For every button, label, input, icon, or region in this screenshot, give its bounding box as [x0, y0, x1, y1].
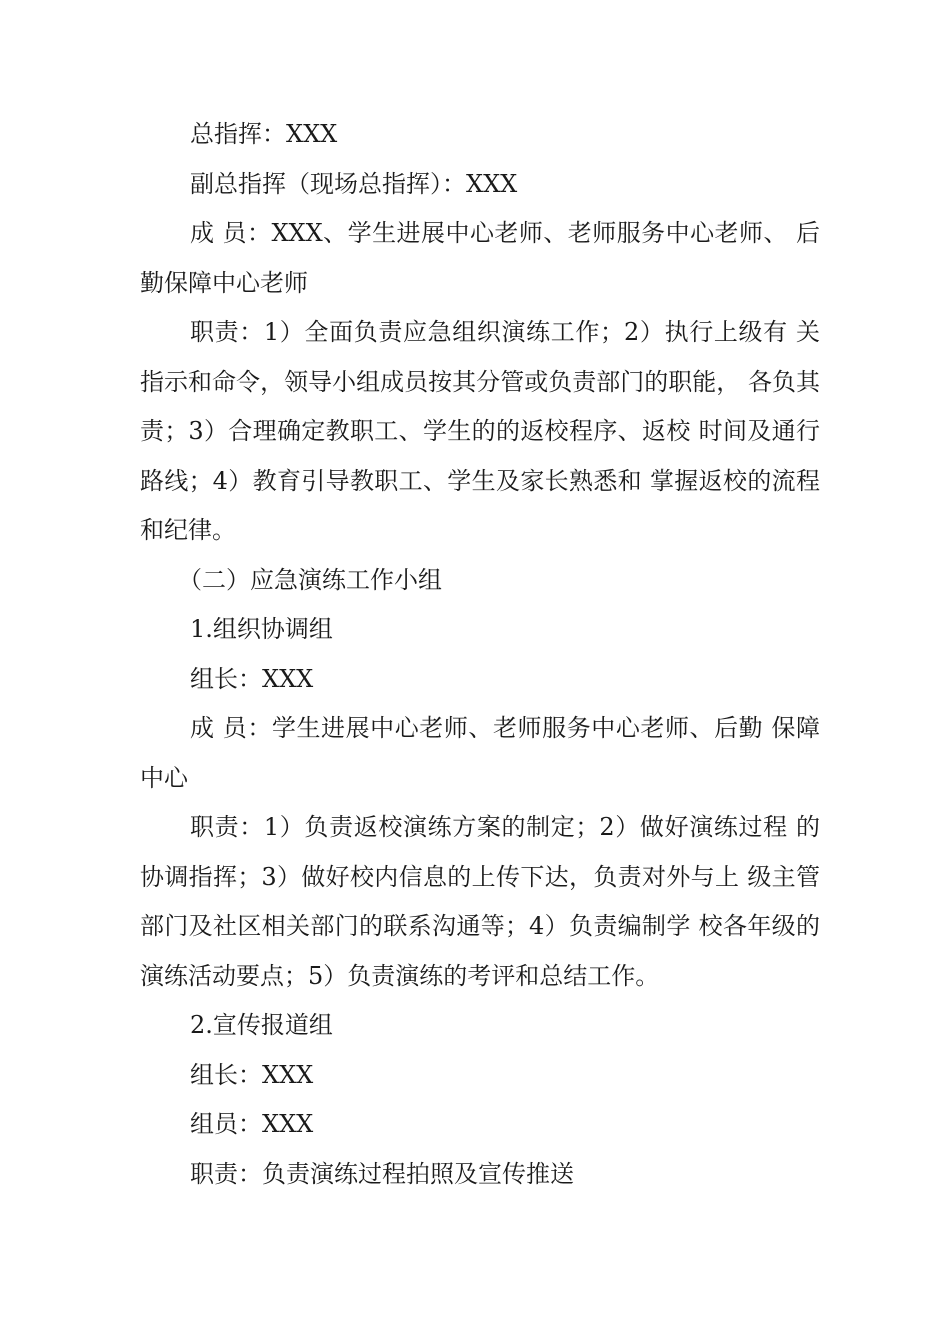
- document-body: [140, 110, 820, 1199]
- commander-line: 总指挥：XXX: [190, 120, 338, 148]
- coordination-group-members: 成 员：学生进展中心老师、老师服务中心老师、后勤 保障中心: [140, 714, 820, 792]
- deputy-commander-line: 副总指挥（现场总指挥）：XXX: [190, 169, 518, 198]
- leadership-duties-paragraph: 职责：1）全面负责应急组织演练工作；2）执行上级有 关指示和命令，领导小组成员按其分管或负责部门的职能， 各负其责；3）合理确定教职工、学生的的返校程序、返校 时间及通行路线；4）教育引导教职工、学生及家长熟悉和 掌握返校的流程和纪律。: [140, 318, 820, 544]
- subheading-coordination-group: 1.组织协调组: [190, 615, 333, 643]
- publicity-group-members: 组员：XXX: [190, 1110, 314, 1138]
- publicity-group-duties: 职责：负责演练过程拍照及宣传推送: [190, 1159, 574, 1188]
- section-heading-working-groups: （二）应急演练工作小组: [178, 565, 442, 594]
- subheading-publicity-group: 2.宣传报道组: [190, 1011, 333, 1039]
- publicity-group-leader: 组长：XXX: [190, 1060, 314, 1089]
- coordination-group-duties: 职责：1）负责返校演练方案的制定；2）做好演练过程 的协调指挥；3）做好校内信息的上传下达，负责对外与上 级主管部门及社区相关部门的联系沟通等；4）负责编制学 校各年级的演练活动要点；5）负责演练的考评和总结工作。: [140, 813, 820, 990]
- coordination-group-leader: 组长：XXX: [190, 664, 314, 693]
- leadership-members-paragraph: 成 员：XXX、学生进展中心老师、老师服务中心老师、 后勤保障中心老师: [140, 219, 820, 297]
